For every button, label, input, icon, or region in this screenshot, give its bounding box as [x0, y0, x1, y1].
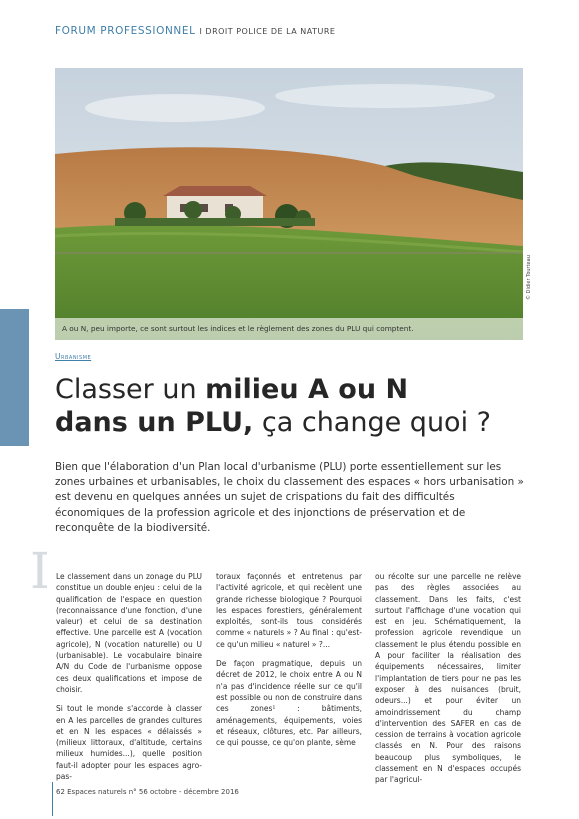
paragraph: De façon pragmatique, depuis un décret de 2012, le choix entre A ou N n'a pas d'incidence réelle sur ce qu'il est possible ou non de construire dans ces zones¹ : bâtiments, aménagements, équipements, voies et réseaux, clôtures, etc. Par ailleurs, ce qui pousse, ce qu'on plante, sème [216, 659, 362, 748]
dropcap-letter: I [30, 542, 50, 600]
article-lead: Bien que l'élaboration d'un Plan local d'urbanisme (PLU) porte essentiellement sur les zones urbaines et urbanisables, le choix du classement des espaces « hors urbanisation » est devenu en quelques années un sujet de crispations du fait des difficultés économiques de la profession agricole et des injonctions de préservation et de reconquête de la biodiversité. [55, 461, 524, 534]
page-footer: 62 Espaces naturels n° 56 octobre - décembre 2016 [56, 788, 239, 796]
subsection-title: I DROIT POLICE DE LA NATURE [199, 27, 336, 36]
photo-credit: © Didier Tourteau [526, 255, 532, 300]
article-title [55, 373, 525, 439]
landscape-image [55, 68, 523, 340]
paragraph: toraux façonnés et entretenus par l'activité agricole, et qui recèlent une grande richesse biologique ? Pourquoi les espaces forestiers, généralement exploités, sont-ils tous considérés comme « naturels » ? Au final : qu'est-ce qu'un milieu « naturel » ?... [216, 572, 362, 649]
title-bold-1: milieu A ou N [205, 374, 409, 405]
article-column-2 [216, 571, 362, 756]
title-part-2: ça change quoi ? [253, 407, 491, 438]
paragraph: Si tout le monde s'accorde à classer en A les parcelles de grandes cultures et en N les espaces « délaissés » (milieux littoraux, d'altitude, certains milieux humides...), quelle position faut-il adopter pour les espaces agro-pas- [56, 704, 202, 782]
title-part-1: Classer un [55, 374, 206, 405]
article-photo [55, 68, 523, 340]
page-header [55, 25, 335, 37]
side-tab [0, 309, 29, 446]
title-bold-2: dans un PLU, [55, 407, 254, 438]
caption-bar [55, 318, 523, 340]
footer-rule [52, 782, 53, 816]
paragraph: ou récolte sur une parcelle ne relève pas des règles associées au classement. Dans les faits, c'est surtout l'affichage d'une vocation qui est en jeu. Schématiquement, la profession agricole revendique un classement le plus étendu possible en A pour faciliter la réalisation des équipements nécessaires, limiter l'implantation de tiers pour ne pas les exposer à des nuisances (bruit, odeurs...) et pour éviter un amoindrissement du champ d'intervention des SAFER en cas de cession de terrains à vocation agricole classés en N. Pour des raisons beaucoup plus symboliques, le classement en N d'espaces occupés par l'agricul- [375, 572, 521, 785]
article-rubric: Urbanisme [55, 352, 92, 361]
photo-caption: A ou N, peu importe, ce sont surtout les indices et le règlement des zones du PLU qui comptent. [62, 324, 414, 333]
article-column-1 [56, 571, 202, 790]
paragraph: Le classement dans un zonage du PLU constitue un double enjeu : celui de la qualification de l'espace en question (reconnaissance d'une fonction, d'une valeur) et celui de sa destination effective. Une parcelle est A (vocation agricole), N (vocation naturelle) ou U (urbanisable). Le vocabulaire binaire A/N du Code de l'urbanisme oppose ces deux qualifications et impose de choisir. [56, 572, 202, 694]
section-title: FORUM PROFESSIONNEL [55, 25, 196, 37]
article-column-3 [375, 571, 521, 794]
